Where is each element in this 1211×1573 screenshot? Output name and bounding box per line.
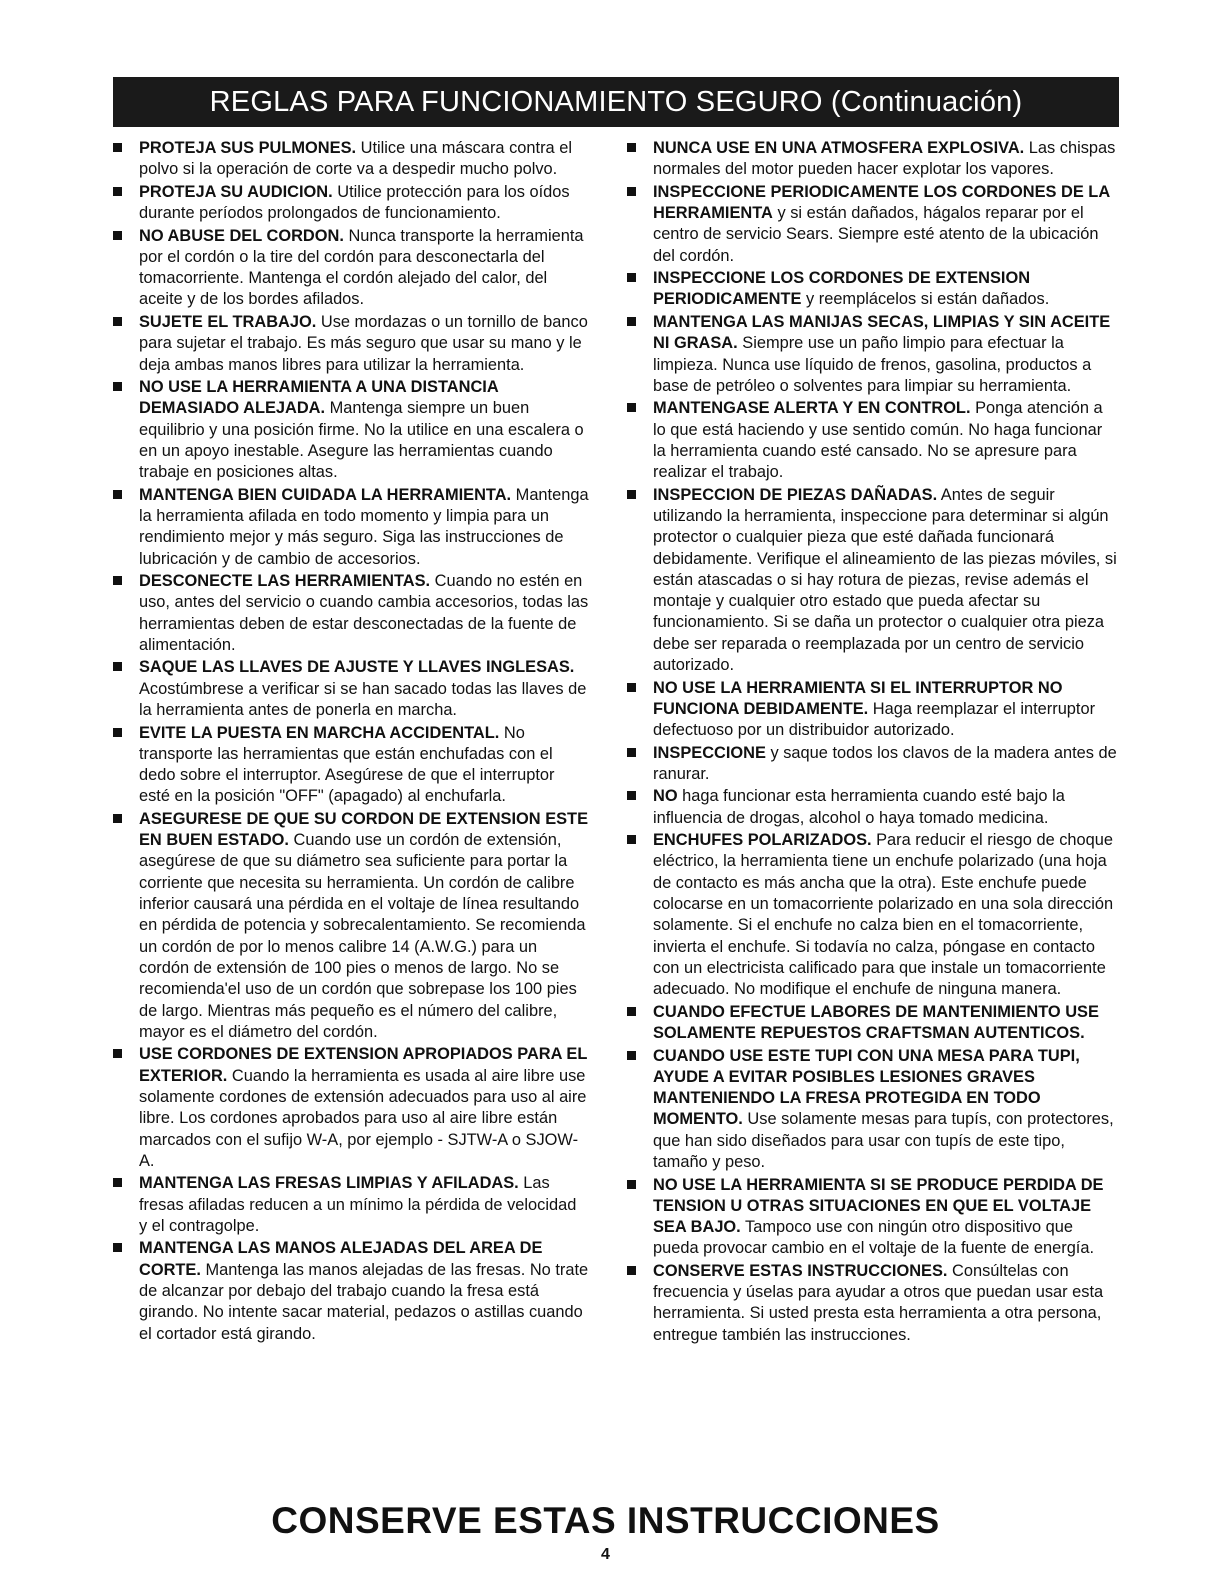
- bullet-square-icon: [627, 317, 636, 326]
- bullet-square-icon: [113, 143, 122, 152]
- bullet-square-icon: [113, 576, 122, 585]
- bullet-square-icon: [113, 382, 122, 391]
- rule-text: Acostúmbrese a verificar si se han sacado todas las llaves de la herramienta antes de ponerla en marcha.: [139, 679, 587, 720]
- rule-text: Use mordazas o un tornillo de banco para sujetar el trabajo. Es más seguro que usar su mano y le deja ambas manos libres para utilizar la herramienta.: [139, 312, 588, 374]
- bullet-square-icon: [627, 1007, 636, 1016]
- rule-text: Antes de seguir utilizando la herramienta, inspeccione para determinar si algún protector o cualquier pieza que esté dañada funcionará debidamente. Verifique el alineamiento de las piezas móviles, si están atascadas o si hay rotura de piezas, revise además el montaje y cualquier otro estado que pueda afectar su funcionamiento. Si se daña un protector o cualquier otra pieza debe ser reparada o reemplazada por un centro de servicio autorizado.: [653, 485, 1117, 675]
- list-item: [625, 830, 1119, 1000]
- rule-text: Haga reemplazar el interruptor defectuoso por un distribuidor autorizado.: [653, 699, 1096, 740]
- list-item: [111, 1173, 589, 1237]
- rule-heading: INSPECCIONE PERIODICAMENTE LOS CORDONES DE LA HERRAMIENTA: [653, 182, 1110, 223]
- bullet-square-icon: [627, 748, 636, 757]
- rule-heading: ENCHUFES POLARIZADOS.: [653, 831, 872, 850]
- rule-text: No transporte las herramientas que están enchufadas con el dedo sobre el interruptor. Asegúrese de que el interruptor esté en la posición "OFF" (apagado) al enchufarla.: [139, 723, 555, 806]
- rule-heading: CONSERVE ESTAS INSTRUCCIONES.: [653, 1261, 948, 1280]
- list-item: [111, 1238, 589, 1344]
- bullet-square-icon: [627, 1051, 636, 1060]
- rule-text: Mantenga las manos alejadas de las fresas. No trate de alcanzar por debajo del trabajo cuando la fresa está girando. No intente sacar material, pedazos o astillas cuando el cortador está girando.: [139, 1260, 589, 1343]
- list-item: [111, 723, 589, 808]
- rule-heading: SUJETE EL TRABAJO.: [139, 312, 317, 331]
- bullet-square-icon: [113, 1178, 122, 1187]
- rule-text: Utilice protección para los oídos durante períodos prolongados de funcionamiento.: [139, 182, 570, 223]
- rule-text: y si están dañados, hágalos reparar por el centro de servicio Sears. Siempre esté atento de la ubicación del cordón.: [653, 204, 1099, 265]
- bullet-square-icon: [627, 791, 636, 800]
- bullet-square-icon: [627, 1266, 636, 1275]
- rule-text: Mantenga la herramienta afilada en todo momento y limpia para un rendimiento mejor y más seguro. Siga las instrucciones de lubricación y de cambio de accesorios.: [139, 485, 589, 568]
- rule-text: Tampoco use con ningún otro dispositivo que pueda provocar cambio en el voltaje de la fuente de energía.: [653, 1218, 1095, 1258]
- list-item: [625, 1046, 1119, 1174]
- bullet-square-icon: [627, 683, 636, 692]
- rule-heading: INSPECCIONE LOS CORDONES DE EXTENSION PERIODICAMENTE: [653, 269, 1031, 309]
- list-item: [111, 312, 589, 376]
- list-item: [625, 743, 1119, 786]
- list-item: [111, 182, 589, 225]
- list-item: [625, 485, 1119, 677]
- rule-text: Ponga atención a lo que está haciendo y use sentido común. No haga funcionar la herramienta cuando esté cansado. No se apresure para realizar el trabajo.: [653, 399, 1103, 482]
- rule-heading: CUANDO USE ESTE TUPI CON UNA MESA PARA TUPI, AYUDE A EVITAR POSIBLES LESIONES GRAVES MANTENIENDO LA FRESA PROTEGIDA EN TODO MOMENTO.: [653, 1046, 1080, 1129]
- rule-heading: CUANDO EFECTUE LABORES DE MANTENIMIENTO USE SOLAMENTE REPUESTOS CRAFTSMAN AUTENTICOS.: [653, 1002, 1099, 1043]
- rule-text: haga funcionar esta herramienta cuando esté bajo la influencia de drogas, alcohol o haya tomado medicina.: [653, 787, 1065, 827]
- rule-text: Use solamente mesas para tupís, con protectores, que han sido diseñados para usar con tupís de este tipo, tamaño y peso.: [653, 1110, 1114, 1172]
- rule-heading: INSPECCION DE PIEZAS DAÑADAS.: [653, 485, 938, 504]
- bullet-square-icon: [627, 1180, 636, 1189]
- list-item: [625, 312, 1119, 397]
- rule-heading: INSPECCIONE: [653, 743, 766, 762]
- list-item: [111, 377, 589, 483]
- rule-heading: EVITE LA PUESTA EN MARCHA ACCIDENTAL.: [139, 723, 500, 742]
- bullet-square-icon: [627, 403, 636, 412]
- list-item: [625, 268, 1119, 311]
- rule-heading: NO ABUSE DEL CORDON.: [139, 226, 344, 245]
- bullet-square-icon: [113, 1049, 122, 1058]
- list-item: [111, 657, 589, 721]
- rule-heading: DESCONECTE LAS HERRAMIENTAS.: [139, 572, 431, 591]
- list-item: [625, 138, 1119, 181]
- bullet-square-icon: [627, 273, 636, 282]
- rule-text: y saque todos los clavos de la madera antes de ranurar.: [653, 743, 1117, 783]
- list-item: [111, 226, 589, 311]
- rule-text: Para reducir el riesgo de choque eléctrico, la herramienta tiene un enchufe polarizado (una hoja de contacto es más ancha que la otra). Este enchufe puede colocarse en un tomacorriente polarizado en una sola dirección solamente. Si el enchufe no calza bien en el tomacorriente, invierta el enchufe. Si todavía no calza, póngase en contacto con un electricista calificado para que instale un tomacorriente adecuado. No modifique el enchufe de ninguna manera.: [653, 831, 1114, 999]
- rule-text: Cuando no estén en uso, antes del servicio o cuando cambia accesorios, todas las herramientas deben de estar desconectadas de la fuente de alimentación.: [139, 572, 589, 654]
- section-header: [113, 77, 1119, 127]
- rule-heading: MANTENGA BIEN CUIDADA LA HERRAMIENTA.: [139, 485, 512, 504]
- rule-text: Cuando la herramienta es usada al aire libre use solamente cordones de extensión adecuados para uso al aire libre. Los cordones aprobados para uso al aire libre están marcados con el sufijo W-A, por ejemplo - SJTW-A o SJOW-A.: [139, 1066, 587, 1170]
- rule-text: Consúltelas con frecuencia y úselas para ayudar a otros que puedan usar esta herramienta. Si usted presta esta herramienta a otra persona, entregue también las instrucciones.: [653, 1261, 1104, 1344]
- rule-text: Las fresas afiladas reducen a un mínimo la pérdida de velocidad y el contragolpe.: [139, 1174, 577, 1235]
- bullet-square-icon: [113, 187, 122, 196]
- bullet-square-icon: [113, 490, 122, 499]
- rule-heading: PROTEJA SU AUDICION.: [139, 182, 333, 201]
- list-item: [625, 678, 1119, 742]
- rule-text: Siempre use un paño limpio para efectuar la limpieza. Nunca use líquido de frenos, gasolina, productos a base de petróleo o solventes para limpiar su herramienta.: [653, 334, 1092, 395]
- list-item: [111, 138, 589, 181]
- list-item: [625, 182, 1119, 267]
- list-item: [625, 786, 1119, 829]
- rule-heading: MANTENGA LAS MANIJAS SECAS, LIMPIAS Y SIN ACEITE NI GRASA.: [653, 312, 1111, 353]
- rule-heading: MANTENGASE ALERTA Y EN CONTROL.: [653, 399, 971, 418]
- bullet-square-icon: [627, 143, 636, 152]
- bullet-square-icon: [113, 317, 122, 326]
- list-item: [625, 1261, 1119, 1346]
- bullet-square-icon: [113, 662, 122, 671]
- rule-heading: NUNCA USE EN UNA ATMOSFERA EXPLOSIVA.: [653, 139, 1025, 157]
- bullet-square-icon: [113, 1243, 122, 1252]
- list-item: [625, 1002, 1119, 1045]
- rule-heading: NO USE LA HERRAMIENTA SI EL INTERRUPTOR NO FUNCIONA DEBIDAMENTE.: [653, 678, 1063, 718]
- bullet-square-icon: [627, 187, 636, 196]
- rule-heading: NO: [653, 787, 678, 806]
- rule-text: Mantenga siempre un buen equilibrio y una posición firme. No la utilice en una escalera o en un apoyo inestable. Asegure las herramientas cuando trabaje en posiciones altas.: [139, 399, 584, 482]
- list-item: [111, 809, 589, 1043]
- rule-heading: NO USE LA HERRAMIENTA SI SE PRODUCE PERDIDA DE TENSION U OTRAS SITUACIONES EN QUE EL VOLTAJE SEA BAJO.: [653, 1175, 1104, 1237]
- list-item: [625, 398, 1119, 483]
- list-item: [111, 1044, 589, 1172]
- list-item: [111, 485, 589, 570]
- bullet-square-icon: [627, 835, 636, 844]
- list-item: [111, 571, 589, 656]
- footer-title: CONSERVE ESTAS INSTRUCCIONES: [271, 1500, 940, 1541]
- bullet-square-icon: [627, 490, 636, 499]
- rule-heading: SAQUE LAS LLAVES DE AJUSTE Y LLAVES INGLESAS.: [139, 658, 575, 677]
- right-column: [625, 138, 1119, 1347]
- page-number: 4: [601, 1546, 610, 1563]
- rule-text: Las chispas normales del motor pueden hacer explotar los vapores.: [653, 139, 1116, 179]
- rule-text: Cuando use un cordón de extensión, asegúrese de que su diámetro sea suficiente para portar la corriente que necesita su herramienta. Un cordón de calibre inferior causará una pérdida en el voltaje de línea resultando en pérdida de potencia y sobrecalentamiento. Se recomienda un cordón de por lo menos calibre 14 (A.W.G.) para un cordón de extensión de 100 pies o menos de largo. No se recomienda'el uso de un cordón que sobrepase los 100 pies de largo. Mientras más pequeño es el número del calibre, mayor es el diámetro del cordón.: [139, 831, 586, 1041]
- rule-text: y reemplácelos si están dañados.: [801, 290, 1050, 309]
- bullet-square-icon: [113, 231, 122, 240]
- left-column: [111, 138, 589, 1346]
- rule-heading: USE CORDONES DE EXTENSION APROPIADOS PARA EL EXTERIOR.: [139, 1045, 588, 1085]
- bullet-square-icon: [113, 814, 122, 823]
- rule-heading: PROTEJA SUS PULMONES.: [139, 139, 357, 157]
- bullet-square-icon: [113, 728, 122, 737]
- rule-heading: MANTENGA LAS FRESAS LIMPIAS Y AFILADAS.: [139, 1174, 519, 1193]
- rule-heading: ASEGURESE DE QUE SU CORDON DE EXTENSION ESTE EN BUEN ESTADO.: [139, 809, 588, 850]
- rule-heading: NO USE LA HERRAMIENTA A UNA DISTANCIA DEMASIADO ALEJADA.: [139, 378, 499, 418]
- list-item: [625, 1175, 1119, 1260]
- rule-text: Nunca transporte la herramienta por el cordón o la tire del cordón para desconectarla del tomacorriente. Mantenga el cordón alejado del calor, del aceite y de los bordes afilados.: [139, 226, 584, 309]
- rule-heading: MANTENGA LAS MANOS ALEJADAS DEL AREA DE CORTE.: [139, 1239, 543, 1279]
- section-title: REGLAS PARA FUNCIONAMIENTO SEGURO (Continuación): [209, 85, 1023, 118]
- rule-text: Utilice una máscara contra el polvo si la operación de corte va a despedir mucho polvo.: [139, 139, 572, 179]
